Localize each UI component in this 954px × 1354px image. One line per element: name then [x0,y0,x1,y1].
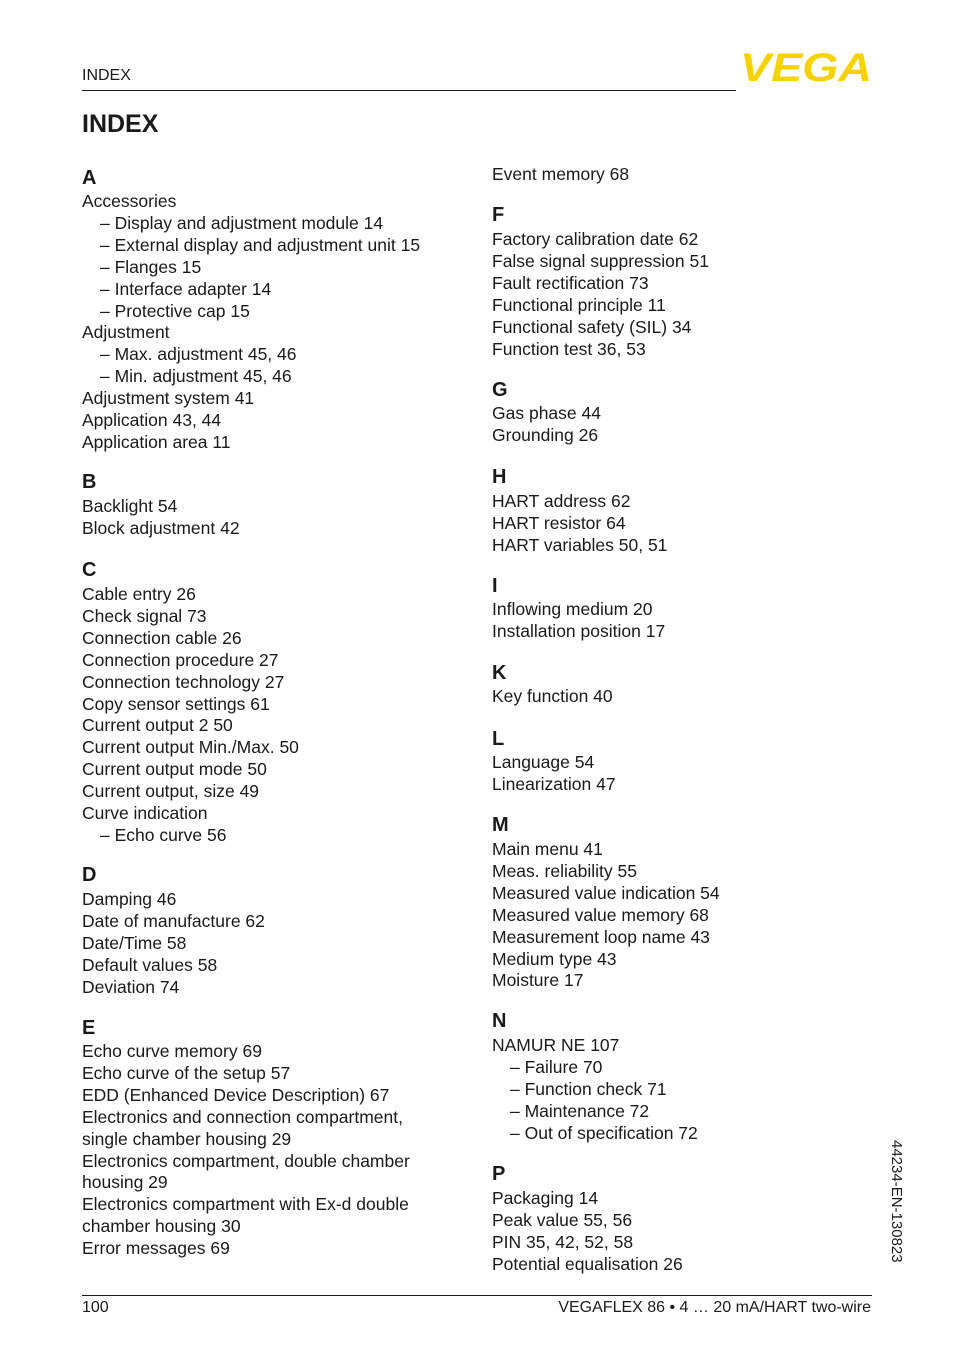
index-entry: Peak value 55, 56 [492,1209,633,1230]
index-letter-k: K [492,662,507,684]
index-entry: Date/Time 58 [82,932,187,953]
index-entry: Current output, size 49 [82,781,260,802]
index-entry: Block adjustment 42 [82,517,240,538]
index-entry: Linearization 47 [492,773,616,794]
index-entry: Backlight 54 [82,496,178,516]
index-entry: Current output 2 50 [82,715,233,736]
index-letter-i: I [492,575,498,597]
index-entry: Packaging 14 [492,1188,599,1208]
index-entry: Electronics and connection compartment, [82,1106,403,1127]
index-entry: Fault rectification 73 [492,272,649,293]
index-entry: Event memory 68 [492,164,630,184]
index-entry: Connection cable 26 [82,627,242,648]
index-entry: Echo curve of the setup 57 [82,1062,291,1083]
index-letter-l: L [492,728,505,750]
index-entry: Date of manufacture 62 [82,910,265,931]
index-entry: Measured value indication 54 [492,882,720,903]
index-entry: Adjustment system 41 [82,388,255,409]
index-entry: Potential equalisation 26 [492,1253,683,1274]
index-entry: False signal suppression 51 [492,250,709,271]
logo-text: VEGA [740,50,872,84]
index-entry: Current output mode 50 [82,759,267,780]
index-entry: Deviation 74 [82,976,180,997]
index-entry: Cable entry 26 [82,584,196,604]
index-entry: Grounding 26 [492,424,599,445]
vega-logo [740,50,872,84]
index-entry: Error messages 69 [82,1238,230,1259]
index-entry: Connection procedure 27 [82,649,279,670]
index-entry: Meas. reliability 55 [492,860,637,881]
index-subentry: – Maintenance 72 [510,1100,650,1121]
footer-rule [82,1295,872,1296]
index-letter-c: C [82,559,97,581]
index-entry: Moisture 17 [492,970,584,991]
index-entry: housing 29 [82,1172,168,1193]
header-rule [82,90,736,91]
index-subentry: – Display and adjustment module 14 [100,212,384,233]
index-entry: Default values 58 [82,954,218,975]
index-letter-g: G [492,379,508,401]
index-entry: EDD (Enhanced Device Description) 67 [82,1084,390,1105]
index-subentry: – Protective cap 15 [100,300,250,321]
index-entry: Functional principle 11 [492,294,666,315]
index-letter-d: D [82,864,97,886]
index-entry: single chamber housing 29 [82,1128,292,1149]
index-letter-a: A [82,167,97,189]
index-letter-p: P [492,1163,506,1185]
index-entry: Factory calibration date 62 [492,229,699,249]
index-entry: Main menu 41 [492,839,603,859]
index-entry: Application 43, 44 [82,410,222,430]
index-entry: Application area 11 [82,431,231,452]
document-id: 44234-EN-130823 [888,1140,905,1263]
index-letter-f: F [492,204,505,226]
index-letter-e: E [82,1017,96,1039]
index-entry: Accessories [82,191,177,211]
index-entry: Echo curve memory 69 [82,1041,262,1061]
index-subentry: – External display and adjustment unit 15 [100,234,421,255]
index-entry: NAMUR NE 107 [492,1035,620,1055]
index-entry: Inflowing medium 20 [492,599,653,619]
index-subentry: – Function check 71 [510,1078,667,1099]
index-letter-h: H [492,466,507,488]
index-letter-m: M [492,814,509,836]
index-entry: Gas phase 44 [492,403,601,423]
index-entry: Damping 46 [82,889,177,909]
footer-document-title: VEGAFLEX 86 • 4 … 20 mA/HART two-wire [558,1299,871,1316]
index-entry: Medium type 43 [492,948,617,969]
index-entry: Check signal 73 [82,605,207,626]
index-subentry: – Failure 70 [510,1056,603,1077]
index-entry: PIN 35, 42, 52, 58 [492,1231,634,1252]
index-entry: Current output Min./Max. 50 [82,737,299,758]
index-subentry: – Interface adapter 14 [100,278,272,299]
index-subentry: – Flanges 15 [100,256,202,277]
index-entry: Copy sensor settings 61 [82,693,270,714]
index-entry: chamber housing 30 [82,1216,241,1237]
index-entry: HART resistor 64 [492,512,626,533]
index-entry: HART variables 50, 51 [492,534,668,555]
header-section-label: INDEX [82,67,131,84]
index-letter-n: N [492,1010,507,1032]
index-entry: Measured value memory 68 [492,904,709,925]
index-subentry: – Echo curve 56 [100,824,227,845]
index-entry: Electronics compartment, double chamber [82,1150,410,1171]
index-entry: Adjustment [82,322,170,343]
index-letter-b: B [82,471,97,493]
index-entry: Function test 36, 53 [492,338,646,359]
index-entry: HART address 62 [492,491,631,511]
index-entry: Curve indication [82,803,208,823]
index-entry: Language 54 [492,752,595,772]
index-entry: Key function 40 [492,686,613,706]
index-entry: Electronics compartment with Ex-d double [82,1194,409,1215]
index-subentry: – Min. adjustment 45, 46 [100,366,292,387]
index-entry: Installation position 17 [492,620,666,641]
index-entry: Connection technology 27 [82,671,285,692]
page-title: INDEX [82,110,159,138]
index-subentry: – Out of specification 72 [510,1122,698,1143]
index-entry: Measurement loop name 43 [492,926,710,947]
page-number: 100 [82,1299,109,1316]
index-entry: Functional safety (SIL) 34 [492,316,692,337]
index-subentry: – Max. adjustment 45, 46 [100,344,297,365]
